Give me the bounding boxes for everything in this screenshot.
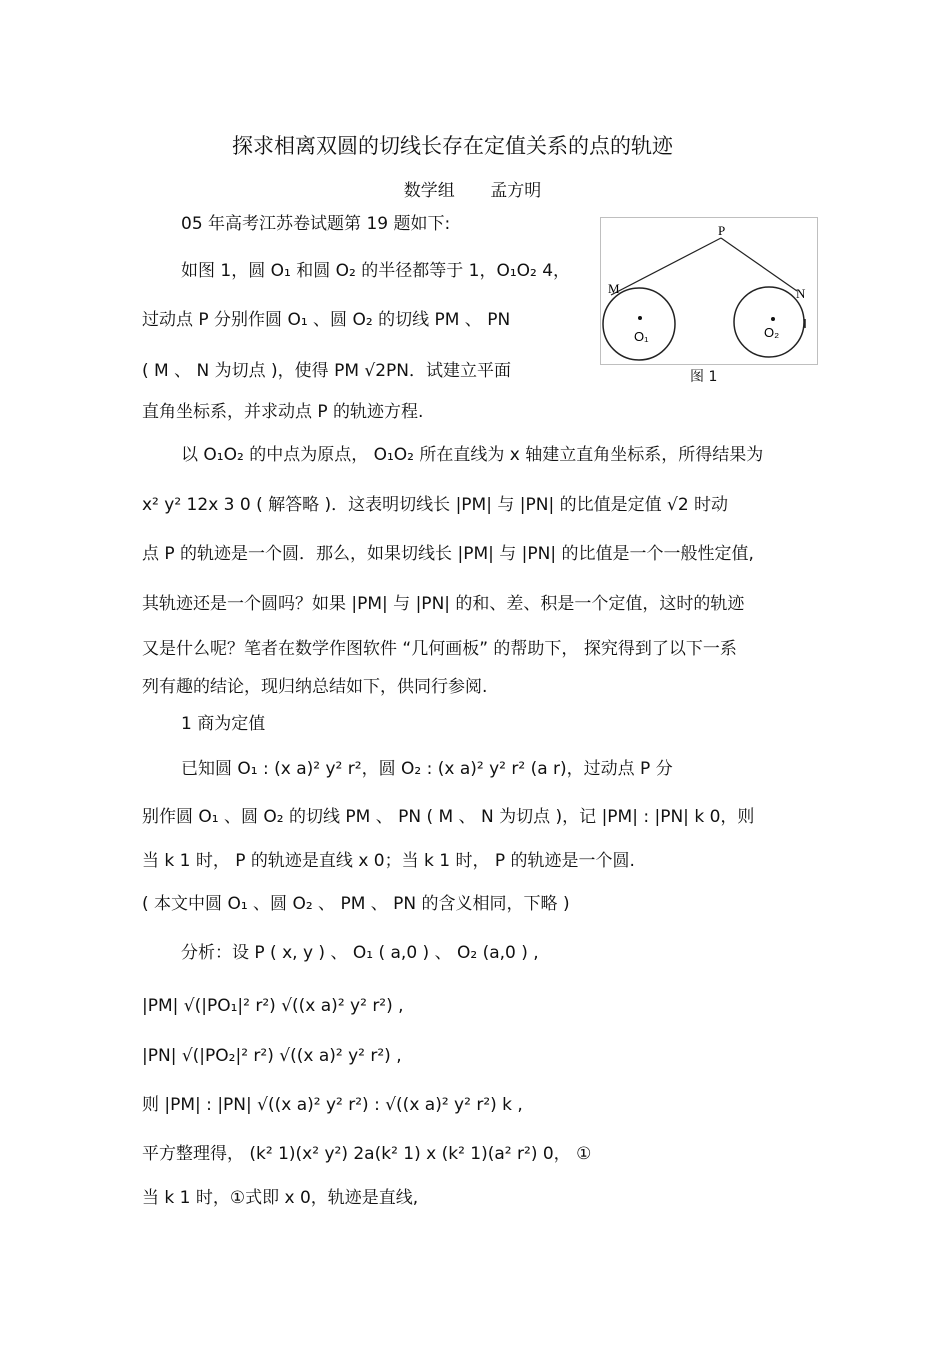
text-line: |PM| √(|PO₁|² r²) √((x a)² y² r²) , [142,996,404,1016]
text-line: 过动点 P 分别作圆 O₁ 、圆 O₂ 的切线 PM 、 PN [142,310,511,330]
figure-caption: 图 1 [690,369,718,385]
center-o2-dot [771,317,775,321]
text-line: ( M 、 N 为切点 )，使得 PM √2PN．试建立平面 [142,361,512,381]
tangent-line-pn [721,238,797,291]
paper-title: 探求相离双圆的切线长存在定值关系的点的轨迹 [232,134,673,158]
text-line: x² y² 12x 3 0 ( 解答略 )．这表明切线长 |PM| 与 |PN| 的比值是定值 √2 时动 [142,495,729,515]
text-line: 别作圆 O₁ 、圆 O₂ 的切线 PM 、 PN ( M 、 N 为切点 )，记 |PM| : |PN| k 0，则 [142,807,755,827]
text-line: 列有趣的结论，现归纳总结如下，供同行参阅. [142,677,488,697]
label-o2: O₂ [764,325,780,340]
text-line: 已知圆 O₁ : (x a)² y² r²，圆 O₂ : (x a)² y² r² (a r)，过动点 P 分 [181,759,673,779]
center-o1-dot [638,316,642,320]
tangent-line-pm [611,238,721,295]
text-line: 当 k 1 时， P 的轨迹是直线 x 0；当 k 1 时， P 的轨迹是一个圆. [142,851,635,871]
circle-o1 [603,288,675,360]
text-line: 1 商为定值 [181,714,266,734]
label-n: N [796,286,806,301]
text-line: 又是什么呢？笔者在数学作图软件 “几何画板” 的帮助下， 探究得到了以下一系 [142,639,737,659]
text-line: 分析：设 P ( x, y ) 、 O₁ ( a,0 ) 、 O₂ (a,0 ) , [181,943,539,963]
label-p: P [718,223,726,238]
text-line: 平方整理得， (k² 1)(x² y²) 2a(k² 1) x (k² 1)(a² r²) 0， ① [142,1144,592,1164]
figure-1 [600,217,818,365]
text-line: 则 |PM| : |PN| √((x a)² y² r²) : √((x a)² y² r²) k , [142,1095,523,1115]
text-line: 05 年高考江苏卷试题第 19 题如下: [181,214,451,234]
text-line: ( 本文中圆 O₁ 、圆 O₂ 、 PM 、 PN 的含义相同，下略 ) [142,894,570,914]
text-line: 当 k 1 时，①式即 x 0，轨迹是直线, [142,1188,419,1208]
text-line: 如图 1，圆 O₁ 和圆 O₂ 的半径都等于 1，O₁O₂ 4， [181,261,571,281]
label-o1: O₁ [634,329,649,344]
text-line: 以 O₁O₂ 的中点为原点， O₁O₂ 所在直线为 x 轴建立直角坐标系，所得结果为 [181,445,764,465]
circle-o2 [734,287,804,357]
author-line: 数学组 孟方明 [403,181,542,201]
text-line: 点 P 的轨迹是一个圆．那么，如果切线长 |PM| 与 |PN| 的比值是一个一般性定值, [142,544,754,564]
text-line: 其轨迹还是一个圆吗？如果 |PM| 与 |PN| 的和、差、积是一个定值，这时的轨迹 [142,594,745,614]
label-m: M [608,281,620,296]
text-line: |PN| √(|PO₂|² r²) √((x a)² y² r²) , [142,1046,402,1066]
figure-1-diagram [601,218,817,364]
text-line: 直角坐标系，并求动点 P 的轨迹方程. [142,402,424,422]
